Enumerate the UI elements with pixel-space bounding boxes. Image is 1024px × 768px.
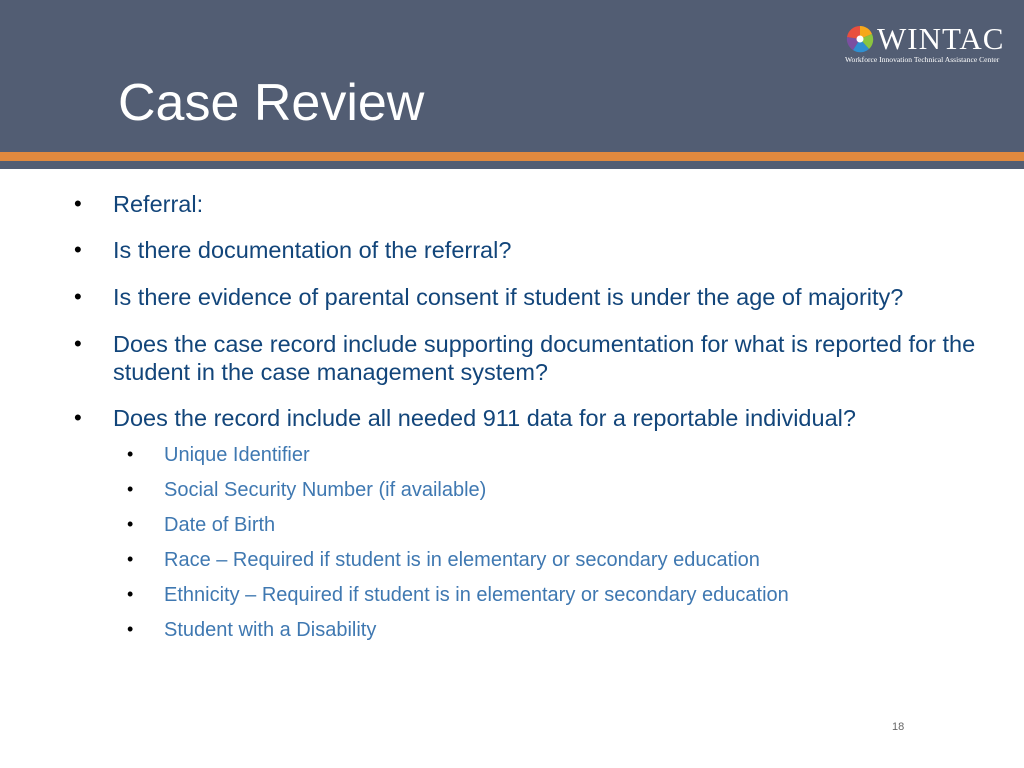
logo-tagline: Workforce Innovation Technical Assistance Center bbox=[845, 55, 1000, 64]
sub-bullet-marker: • bbox=[127, 549, 134, 569]
header-accent-stripe bbox=[0, 152, 1024, 161]
header-lower-stripe bbox=[0, 161, 1024, 169]
bullet-text: Does the record include all needed 911 data for a reportable individual? bbox=[113, 405, 856, 431]
sub-bullet-marker: • bbox=[127, 584, 134, 604]
sub-bullet-item bbox=[127, 583, 964, 607]
bullet-item bbox=[74, 404, 993, 432]
bullet-item bbox=[74, 236, 993, 264]
sub-bullet-marker: • bbox=[127, 619, 134, 639]
sub-bullet-item bbox=[127, 478, 964, 502]
sub-bullet-marker: • bbox=[127, 444, 134, 464]
bullet-text: Is there evidence of parental consent if student is under the age of majority? bbox=[113, 284, 904, 310]
bullet-marker: • bbox=[74, 191, 82, 216]
sub-bullet-item bbox=[127, 513, 964, 537]
sub-bullet-item bbox=[127, 548, 964, 572]
bullet-text: Is there documentation of the referral? bbox=[113, 237, 512, 263]
bullet-marker: • bbox=[74, 237, 82, 262]
sub-bullet-text: Ethnicity – Required if student is in elementary or secondary education bbox=[164, 584, 789, 606]
sub-bullet-text: Unique Identifier bbox=[164, 444, 310, 466]
sub-bullet-marker: • bbox=[127, 514, 134, 534]
bullet-marker: • bbox=[74, 331, 82, 356]
bullet-marker: • bbox=[74, 405, 82, 430]
bullet-item bbox=[74, 283, 993, 311]
bullet-marker: • bbox=[74, 284, 82, 309]
sub-bullet-item bbox=[127, 618, 964, 642]
sub-bullet-item bbox=[127, 443, 964, 467]
page-number: 18 bbox=[892, 721, 905, 733]
wintac-logo bbox=[845, 22, 1015, 66]
sub-bullet-text: Social Security Number (if available) bbox=[164, 479, 487, 501]
logo-wordmark: WINTAC bbox=[877, 21, 1005, 56]
slide-title: Case Review bbox=[118, 74, 425, 132]
pinwheel-logo-icon bbox=[845, 24, 875, 54]
sub-bullet-marker: • bbox=[127, 479, 134, 499]
sub-bullet-text: Race – Required if student is in elementary or secondary education bbox=[164, 549, 760, 571]
bullet-text: Referral: bbox=[113, 191, 204, 217]
bullet-text: Does the case record include supporting documentation for what is reported for the student in the case management system? bbox=[113, 331, 976, 385]
sub-bullet-text: Student with a Disability bbox=[164, 619, 377, 641]
bullet-item bbox=[74, 330, 983, 386]
bullet-item bbox=[74, 190, 993, 218]
sub-bullet-text: Date of Birth bbox=[164, 514, 276, 536]
